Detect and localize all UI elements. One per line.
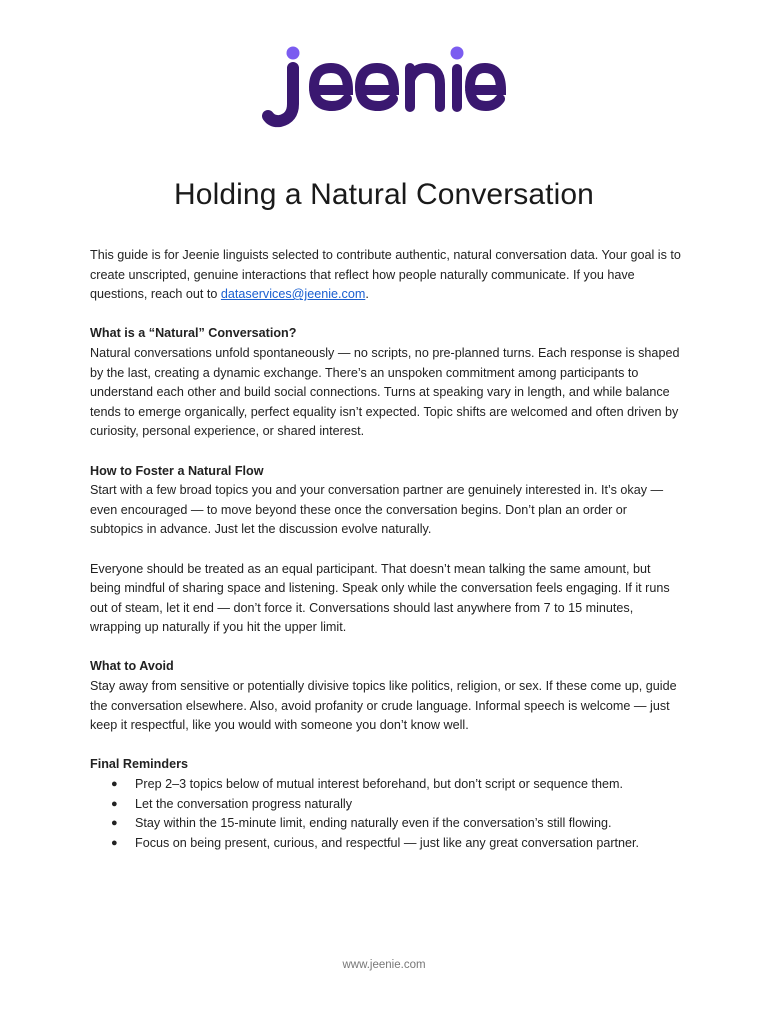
jeenie-logo-mark bbox=[262, 44, 506, 128]
document-body bbox=[90, 246, 682, 853]
list-item bbox=[90, 795, 682, 815]
page-title: Holding a Natural Conversation bbox=[174, 178, 594, 211]
bullet-icon: ● bbox=[111, 836, 118, 849]
section-paragraph-natural-conversation: Natural conversations unfold spontaneously — no scripts, no pre-planned turns. Each response is shaped by the last, creating a dynamic exchange. There’s an unspoken commitment among participants to understand each other and build social connections. Turns at speaking vary in length, and while balance tends to emerge organically, perfect equality isn’t expected. Topic shifts are welcomed and often driven by curiosity, personal experience, or shared interest. bbox=[90, 345, 680, 439]
intro-text: This guide is for Jeenie linguists selected to contribute authentic, natural conversation data. Your goal is to create unscripted, genuine interactions that reflect how people naturally communicate. If you have questions, reach out to bbox=[90, 248, 681, 302]
list-item-text: Stay within the 15-minute limit, ending naturally even if the conversation’s still flowing. bbox=[135, 816, 612, 831]
list-item-text: Focus on being present, curious, and respectful — just like any great conversation partner. bbox=[135, 835, 640, 850]
list-item-text: Prep 2–3 topics below of mutual interest beforehand, but don’t script or sequence them. bbox=[135, 777, 623, 792]
bullet-icon: ● bbox=[111, 778, 118, 791]
list-item bbox=[90, 775, 682, 795]
logo-letter-e3 bbox=[470, 68, 501, 106]
list-item-text: Let the conversation progress naturally bbox=[135, 796, 353, 811]
bullet-icon: ● bbox=[111, 817, 118, 830]
footer-website-link[interactable]: www.jeenie.com bbox=[342, 959, 426, 971]
bullet-icon: ● bbox=[111, 797, 118, 810]
final-reminders-list bbox=[90, 775, 682, 853]
logo-letter-e2 bbox=[360, 68, 394, 106]
intro-paragraph bbox=[90, 246, 682, 305]
section-paragraph-what-to-avoid: Stay away from sensitive or potentially divisive topics like politics, religion, or sex. If these come up, guide the conversation elsewhere. Also, avoid profanity or crude language. Informal speech is welcome — just keep it respectful, like you would with someone you don’t know well. bbox=[90, 679, 677, 733]
email-link[interactable]: dataservices@jeenie.com bbox=[220, 287, 366, 302]
section-heading-natural-flow: How to Foster a Natural Flow bbox=[90, 463, 264, 478]
section-heading-final-reminders: Final Reminders bbox=[90, 757, 188, 772]
logo-letter-e1 bbox=[314, 68, 348, 106]
list-item bbox=[90, 814, 682, 834]
jeenie-logo bbox=[262, 44, 506, 128]
logo-dot-j bbox=[287, 47, 300, 60]
logo-letter-n bbox=[410, 68, 440, 107]
section-paragraph-natural-flow-2: Everyone should be treated as an equal participant. That doesn’t mean talking the same amount, but being mindful of sharing space and listening. Speak only while the conversation feels engaging. If it runs out of steam, let it end — don’t force it. Conversations should last anywhere from 7 to 15 minutes, wrapping up naturally if you hit the upper limit. bbox=[90, 561, 670, 635]
section-heading-what-to-avoid: What to Avoid bbox=[90, 659, 174, 674]
logo-letter-j bbox=[268, 68, 293, 121]
intro-text-end: . bbox=[365, 287, 369, 302]
section-heading-natural-conversation: What is a “Natural” Conversation? bbox=[90, 326, 297, 341]
logo-dot-i bbox=[451, 47, 464, 60]
section-paragraph-natural-flow-1: Start with a few broad topics you and your conversation partner are genuinely interested in. It’s okay — even encouraged — to move beyond these once the conversation begins. Don’t plan an order or subtopics in advance. Just let the discussion evolve naturally. bbox=[90, 483, 664, 537]
list-item bbox=[90, 834, 682, 854]
